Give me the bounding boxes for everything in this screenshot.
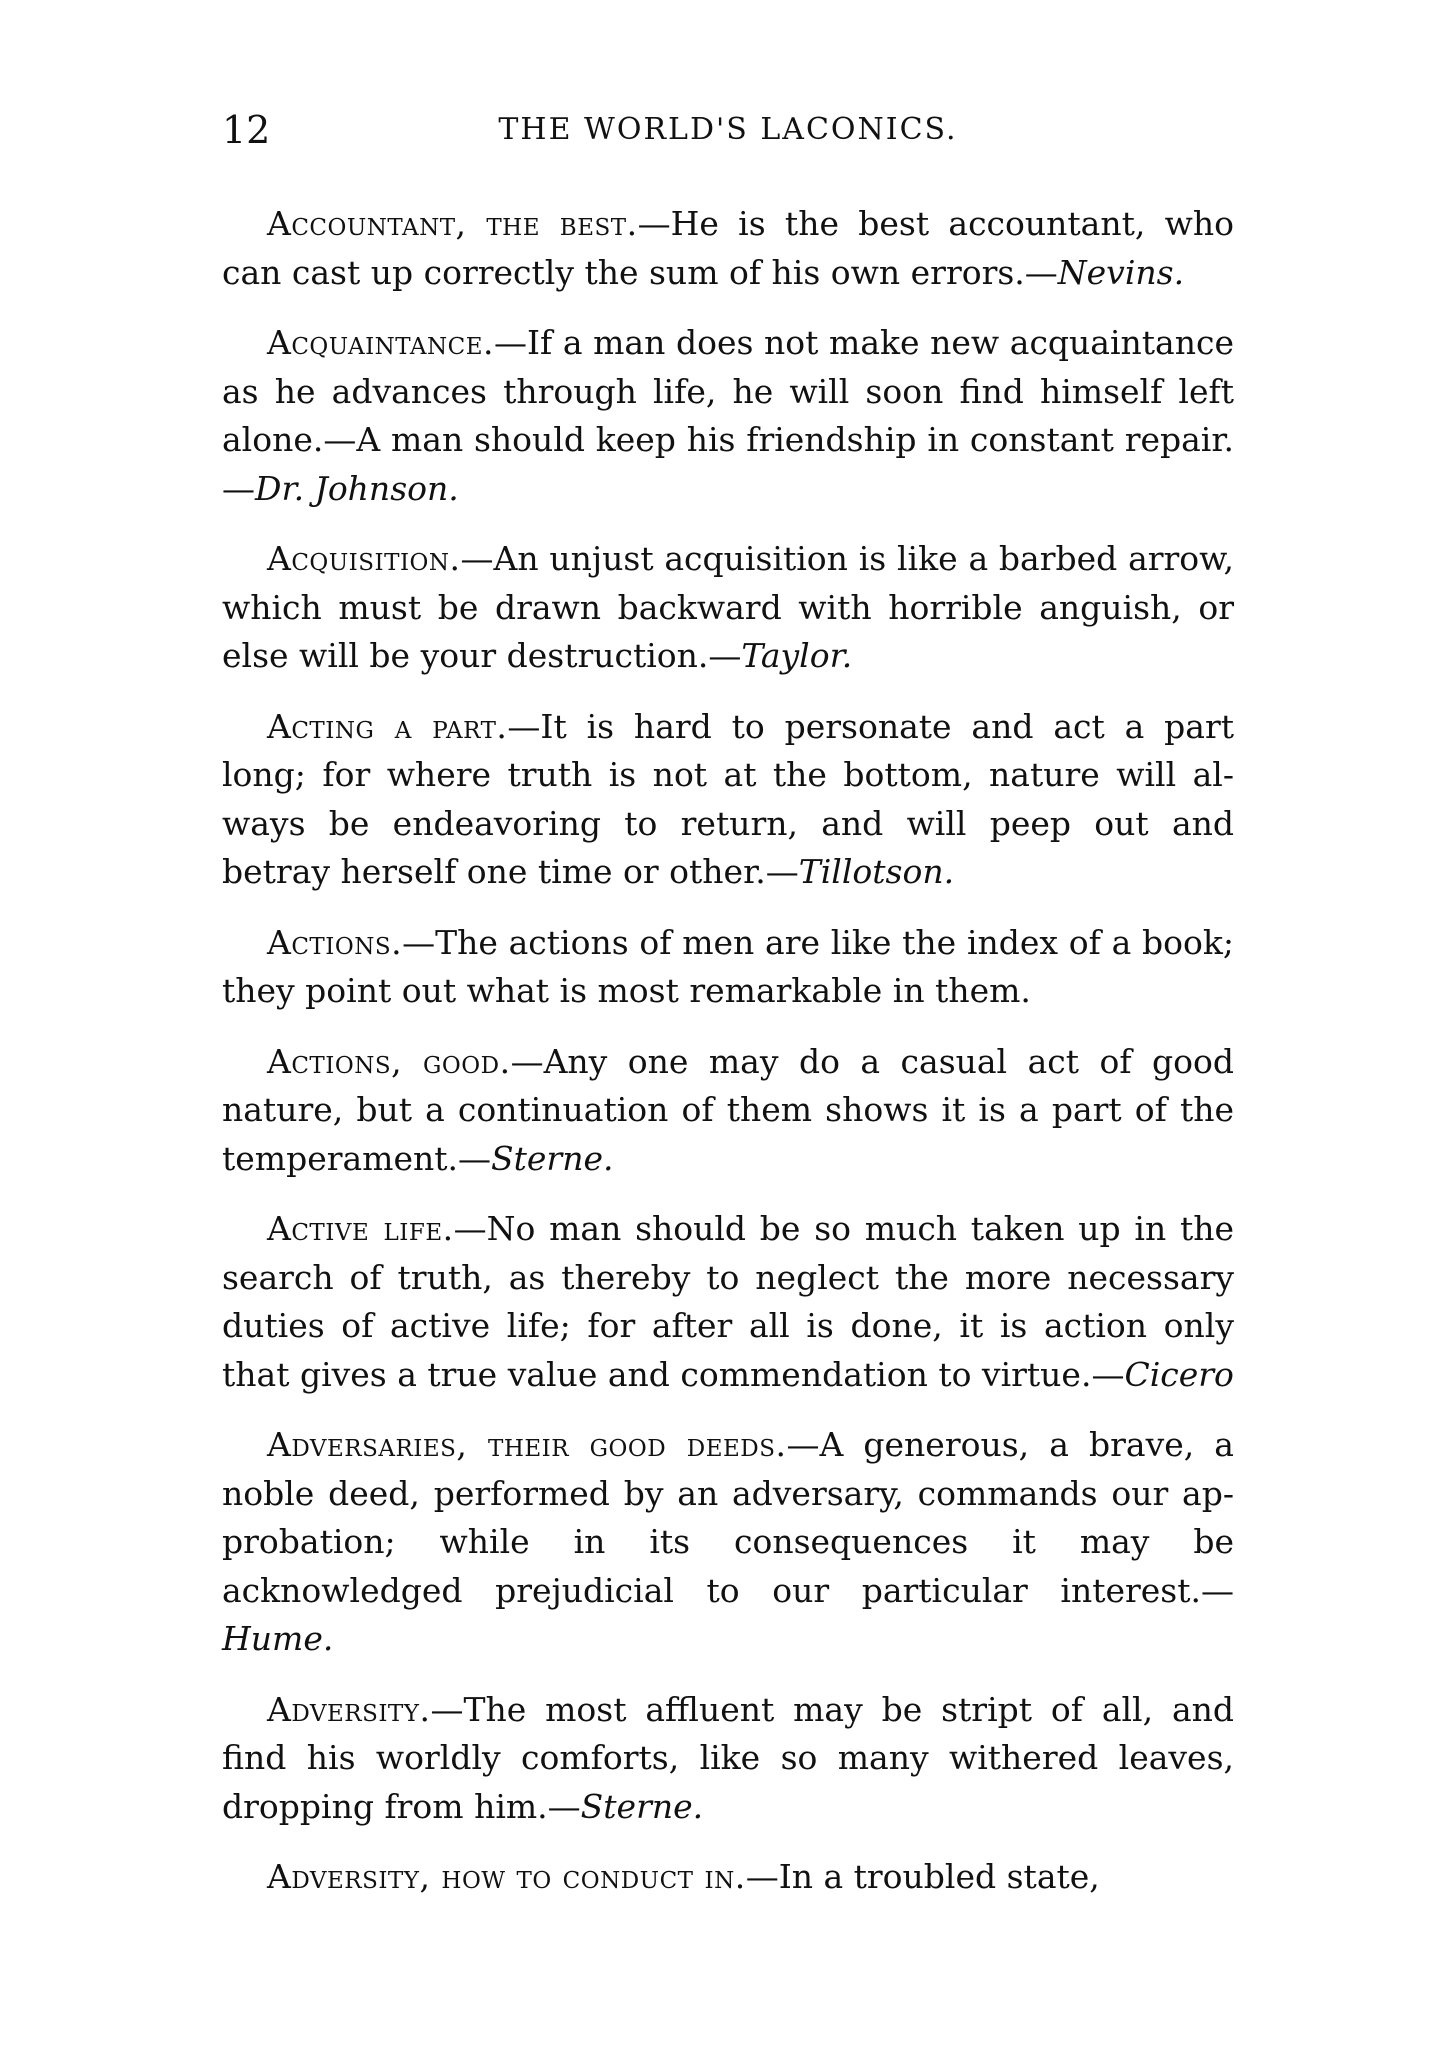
entries bbox=[222, 200, 1234, 1902]
entry-author: Sterne. bbox=[491, 1138, 614, 1178]
entry-acquisition bbox=[222, 535, 1234, 681]
entry-headword: Adversity, how to conduct in. bbox=[267, 1857, 746, 1896]
entry-headword: Adversity. bbox=[267, 1689, 431, 1729]
entry-actions bbox=[222, 919, 1234, 1016]
entry-headword: Actions. bbox=[267, 922, 403, 962]
entry-text: —No man should be so much taken up in the search of truth, as thereby to neglect the more necessary duties of active life; for after all is done, it is action only that gives a true value and commendation to virtue.— bbox=[222, 1209, 1234, 1394]
entry-author: Cicero bbox=[1124, 1354, 1234, 1394]
entry-author: Sterne. bbox=[580, 1786, 704, 1826]
entry-text: —It is hard to personate and act a part long; for where truth is not at the bottom, nature will always be endeavoring to return, and will peep out and betray herself one time or other.— bbox=[222, 706, 1234, 891]
entry-adversity-conduct bbox=[222, 1853, 1234, 1902]
entry-headword: Accountant, the best. bbox=[267, 204, 638, 243]
entry-headword: Adversaries, their good deeds. bbox=[267, 1425, 787, 1464]
entry-text: —The most affluent may be stript of all, and find his worldly comforts, like so many withered leaves, dropping from him.— bbox=[222, 1689, 1234, 1826]
running-head bbox=[222, 108, 1234, 168]
running-title: THE WORLD'S LACONICS. bbox=[498, 112, 958, 147]
entry-author: Tillotson. bbox=[798, 852, 955, 891]
entry-accountant bbox=[222, 200, 1234, 297]
entry-adversity bbox=[222, 1686, 1234, 1832]
entry-text: —The actions of men are like the index of a book; they point out what is most remarkable in them. bbox=[222, 922, 1234, 1010]
entry-headword: Active life. bbox=[267, 1209, 454, 1248]
entry-acting-a-part bbox=[222, 703, 1234, 897]
entry-adversaries bbox=[222, 1421, 1234, 1664]
entry-acquaintance bbox=[222, 319, 1234, 513]
entry-text: —A generous, a brave, a noble deed, performed by an adversary, commands our approbation; while in its consequences it may be acknowledged prejudicial to our particular interest.— bbox=[222, 1425, 1234, 1610]
entry-text: —In a troubled state, bbox=[745, 1857, 1100, 1896]
book-page bbox=[222, 108, 1234, 1924]
entry-active-life bbox=[222, 1205, 1234, 1399]
entry-headword: Acting a part. bbox=[267, 706, 508, 746]
entry-headword: Actions, good. bbox=[267, 1041, 511, 1081]
entry-actions-good bbox=[222, 1038, 1234, 1184]
entry-author: Hume. bbox=[222, 1619, 334, 1658]
entry-text: —Any one may do a casual act of good nature, but a continuation of them shows it is a part of the temperament.— bbox=[222, 1041, 1234, 1178]
entry-text: —He is the best accountant, who can cast up correctly the sum of his own errors.— bbox=[222, 204, 1234, 292]
entry-headword: Acquaintance. bbox=[267, 323, 494, 362]
entry-author: Taylor. bbox=[741, 636, 853, 675]
entry-author: Dr. Johnson. bbox=[255, 468, 459, 508]
entry-headword: Acquisition. bbox=[267, 539, 461, 578]
entry-text: —If a man does not make new acquaintance as he advances through life, he will soon find himself left alone.—A man should keep his friendship in constant repair.— bbox=[222, 323, 1234, 508]
entry-author: Nevins. bbox=[1057, 252, 1185, 292]
page-number: 12 bbox=[222, 108, 271, 152]
entry-text: —An unjust acquisition is like a barbed arrow, which must be drawn backward with horrible anguish, or else will be your destruction.— bbox=[222, 539, 1234, 675]
